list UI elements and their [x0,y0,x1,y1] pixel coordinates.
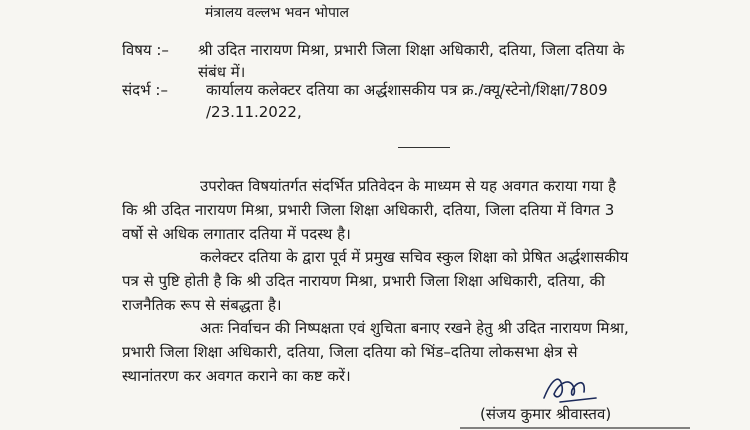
subject-line-2: संबंध में। [198,63,246,81]
signature-mark [540,368,600,408]
subject-label: विषय :– [122,41,169,59]
subject-line-1: श्री उदित नारायण मिश्रा, प्रभारी जिला शिक्षा अधिकारी, दतिया, जिला दतिया के [198,41,625,59]
para-3-line-2: प्रभारी जिला शिक्षा अधिकारी, दतिया, जिला दतिया को भिंड–दतिया लोकसभा क्षेत्र से [122,343,578,361]
cropped-text-line [460,424,720,430]
para-1-line-2: कि श्री उदित नारायण मिश्रा, प्रभारी जिला शिक्षा अधिकारी, दतिया, जिला दतिया में विगत 3 [122,201,615,219]
reference-line-2: /23.11.2022, [206,103,302,121]
letter-header: मंत्रालय वल्लभ भवन भोपाल [205,5,350,21]
para-3-line-3: स्थानांतरण कर अवगत कराने का कष्ट करें। [122,367,351,385]
section-divider [398,147,450,148]
reference-line-1: कार्यालय कलेक्टर दतिया का अर्द्धशासकीय पत्र क्र./क्यू/स्टेनो/शिक्षा/7809 [206,81,608,99]
reference-label: संदर्भ :– [122,81,168,99]
para-1-line-1: उपरोक्त विषयांतर्गत संदर्भित प्रतिवेदन के माध्यम से यह अवगत कराया गया है [200,177,616,195]
para-2-line-3: राजनैतिक रूप से संबद्धता है। [122,296,282,314]
para-3-line-1: अतः निर्वाचन की निष्पक्षता एवं शुचिता बनाए रखने हेतु श्री उदित नारायण मिश्रा, [200,319,629,337]
para-2-line-1: कलेक्टर दतिया के द्वारा पूर्व में प्रमुख सचिव स्कुल शिक्षा को प्रेषित अर्द्धशासकीय [200,248,629,266]
para-1-line-3: वर्षो से अधिक लगातार दतिया में पदस्थ है। [122,225,351,243]
para-2-line-2: पत्र से पुष्टि होती है कि श्री उदित नारायण मिश्रा, प्रभारी जिला शिक्षा अधिकारी, दतिया, की [122,272,606,290]
signatory-name: (संजय कुमार श्रीवास्तव) [480,405,612,423]
